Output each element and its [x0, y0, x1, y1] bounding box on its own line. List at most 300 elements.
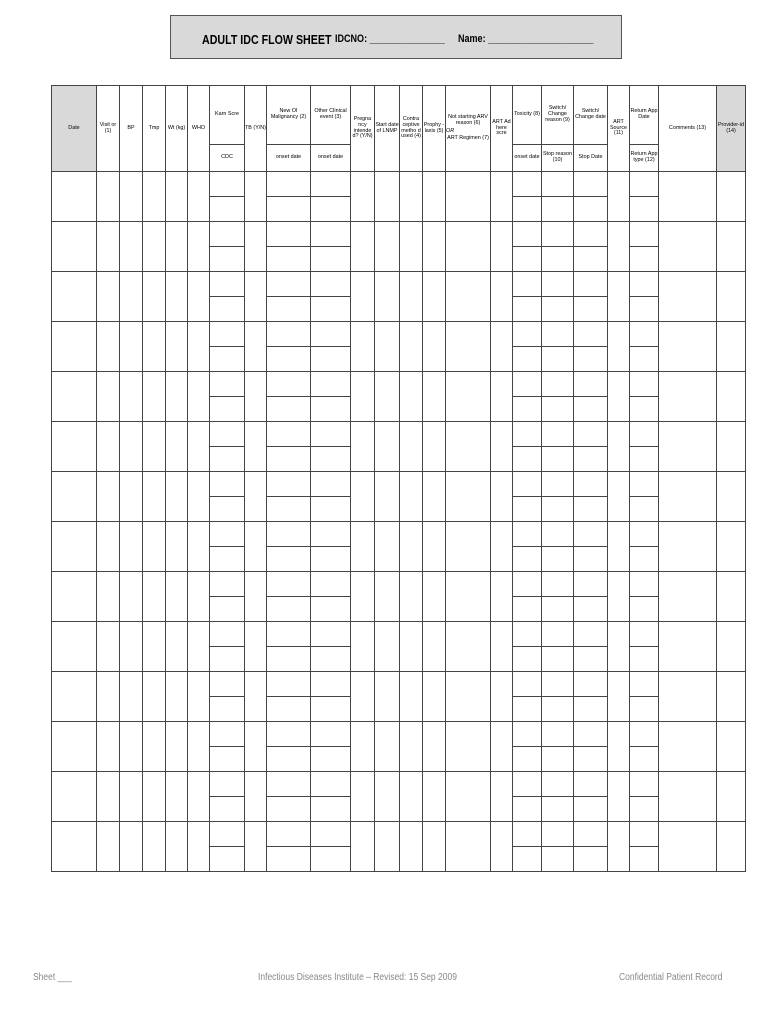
cell-comments[interactable] — [659, 422, 717, 472]
cell-wt[interactable] — [166, 272, 188, 322]
cell-prophylaxis[interactable] — [423, 422, 446, 472]
cell-bp[interactable] — [120, 472, 143, 522]
cell-contraceptive[interactable] — [400, 822, 423, 872]
cell-not-starting-arv[interactable] — [446, 272, 491, 322]
cell-comments[interactable] — [659, 622, 717, 672]
cell-switch-date-sub[interactable] — [574, 447, 608, 472]
cell-comments[interactable] — [659, 372, 717, 422]
cell-start-lnmp[interactable] — [375, 622, 400, 672]
cell-start-lnmp[interactable] — [375, 272, 400, 322]
cell-toxicity-sub[interactable] — [513, 647, 542, 672]
cell-switch-date[interactable] — [574, 822, 608, 847]
cell-visit-or[interactable] — [97, 222, 120, 272]
cell-bp[interactable] — [120, 522, 143, 572]
cell-tmp[interactable] — [143, 472, 166, 522]
cell-return-app[interactable] — [630, 472, 659, 497]
cell-new-oi-sub[interactable] — [267, 247, 311, 272]
cell-not-starting-arv[interactable] — [446, 222, 491, 272]
cell-karn-score[interactable] — [210, 272, 245, 297]
cell-return-app-sub[interactable] — [630, 697, 659, 722]
cell-new-oi-sub[interactable] — [267, 197, 311, 222]
cell-karn-score-sub[interactable] — [210, 347, 245, 372]
cell-toxicity[interactable] — [513, 272, 542, 297]
cell-new-oi-sub[interactable] — [267, 397, 311, 422]
cell-art-source[interactable] — [608, 622, 630, 672]
cell-start-lnmp[interactable] — [375, 772, 400, 822]
cell-prophylaxis[interactable] — [423, 372, 446, 422]
cell-switch-reason[interactable] — [542, 722, 574, 747]
cell-art-adherence[interactable] — [491, 722, 513, 772]
cell-pregnancy[interactable] — [351, 172, 375, 222]
cell-art-source[interactable] — [608, 472, 630, 522]
cell-return-app[interactable] — [630, 822, 659, 847]
cell-wt[interactable] — [166, 822, 188, 872]
cell-art-source[interactable] — [608, 322, 630, 372]
cell-other-clinical[interactable] — [311, 572, 351, 597]
cell-date[interactable] — [52, 472, 97, 522]
cell-art-adherence[interactable] — [491, 172, 513, 222]
cell-comments[interactable] — [659, 472, 717, 522]
cell-wt[interactable] — [166, 672, 188, 722]
cell-switch-reason[interactable] — [542, 422, 574, 447]
cell-return-app-sub[interactable] — [630, 847, 659, 872]
cell-wt[interactable] — [166, 222, 188, 272]
cell-switch-reason-sub[interactable] — [542, 547, 574, 572]
cell-who[interactable] — [188, 222, 210, 272]
cell-switch-date[interactable] — [574, 722, 608, 747]
cell-who[interactable] — [188, 672, 210, 722]
cell-karn-score-sub[interactable] — [210, 297, 245, 322]
cell-comments[interactable] — [659, 772, 717, 822]
cell-new-oi[interactable] — [267, 322, 311, 347]
cell-other-clinical-sub[interactable] — [311, 497, 351, 522]
cell-prophylaxis[interactable] — [423, 572, 446, 622]
cell-switch-date[interactable] — [574, 472, 608, 497]
cell-start-lnmp[interactable] — [375, 472, 400, 522]
cell-switch-reason-sub[interactable] — [542, 197, 574, 222]
cell-tb[interactable] — [245, 372, 267, 422]
cell-date[interactable] — [52, 722, 97, 772]
cell-who[interactable] — [188, 172, 210, 222]
cell-karn-score-sub[interactable] — [210, 697, 245, 722]
cell-visit-or[interactable] — [97, 622, 120, 672]
cell-switch-reason-sub[interactable] — [542, 847, 574, 872]
cell-art-adherence[interactable] — [491, 372, 513, 422]
cell-start-lnmp[interactable] — [375, 372, 400, 422]
cell-new-oi-sub[interactable] — [267, 847, 311, 872]
cell-new-oi[interactable] — [267, 772, 311, 797]
cell-pregnancy[interactable] — [351, 422, 375, 472]
cell-toxicity[interactable] — [513, 372, 542, 397]
cell-toxicity[interactable] — [513, 222, 542, 247]
cell-date[interactable] — [52, 222, 97, 272]
cell-prophylaxis[interactable] — [423, 672, 446, 722]
cell-karn-score-sub[interactable] — [210, 447, 245, 472]
cell-toxicity[interactable] — [513, 722, 542, 747]
cell-new-oi-sub[interactable] — [267, 597, 311, 622]
cell-switch-reason-sub[interactable] — [542, 697, 574, 722]
cell-provider-id[interactable] — [717, 272, 746, 322]
cell-switch-date[interactable] — [574, 322, 608, 347]
cell-new-oi-sub[interactable] — [267, 797, 311, 822]
cell-other-clinical-sub[interactable] — [311, 247, 351, 272]
cell-visit-or[interactable] — [97, 172, 120, 222]
cell-tmp[interactable] — [143, 272, 166, 322]
cell-tb[interactable] — [245, 622, 267, 672]
cell-other-clinical-sub[interactable] — [311, 397, 351, 422]
cell-other-clinical[interactable] — [311, 222, 351, 247]
cell-wt[interactable] — [166, 522, 188, 572]
cell-switch-date[interactable] — [574, 772, 608, 797]
cell-return-app[interactable] — [630, 372, 659, 397]
cell-contraceptive[interactable] — [400, 572, 423, 622]
cell-switch-date[interactable] — [574, 172, 608, 197]
cell-switch-reason[interactable] — [542, 672, 574, 697]
cell-switch-date-sub[interactable] — [574, 647, 608, 672]
cell-other-clinical[interactable] — [311, 672, 351, 697]
cell-tmp[interactable] — [143, 172, 166, 222]
cell-new-oi[interactable] — [267, 572, 311, 597]
cell-contraceptive[interactable] — [400, 722, 423, 772]
cell-start-lnmp[interactable] — [375, 322, 400, 372]
cell-new-oi-sub[interactable] — [267, 297, 311, 322]
cell-other-clinical[interactable] — [311, 822, 351, 847]
cell-pregnancy[interactable] — [351, 472, 375, 522]
cell-toxicity-sub[interactable] — [513, 197, 542, 222]
cell-tmp[interactable] — [143, 672, 166, 722]
cell-art-source[interactable] — [608, 822, 630, 872]
cell-switch-date-sub[interactable] — [574, 247, 608, 272]
cell-art-adherence[interactable] — [491, 322, 513, 372]
cell-karn-score-sub[interactable] — [210, 597, 245, 622]
cell-tb[interactable] — [245, 322, 267, 372]
cell-return-app-sub[interactable] — [630, 347, 659, 372]
cell-return-app-sub[interactable] — [630, 297, 659, 322]
cell-who[interactable] — [188, 622, 210, 672]
cell-other-clinical-sub[interactable] — [311, 447, 351, 472]
cell-return-app-sub[interactable] — [630, 197, 659, 222]
cell-pregnancy[interactable] — [351, 672, 375, 722]
cell-date[interactable] — [52, 172, 97, 222]
cell-return-app-sub[interactable] — [630, 247, 659, 272]
cell-prophylaxis[interactable] — [423, 472, 446, 522]
cell-karn-score[interactable] — [210, 672, 245, 697]
cell-art-adherence[interactable] — [491, 822, 513, 872]
cell-start-lnmp[interactable] — [375, 172, 400, 222]
cell-tb[interactable] — [245, 472, 267, 522]
cell-who[interactable] — [188, 322, 210, 372]
cell-toxicity[interactable] — [513, 672, 542, 697]
cell-return-app-sub[interactable] — [630, 597, 659, 622]
cell-new-oi[interactable] — [267, 622, 311, 647]
cell-provider-id[interactable] — [717, 572, 746, 622]
cell-return-app[interactable] — [630, 672, 659, 697]
cell-toxicity[interactable] — [513, 772, 542, 797]
cell-prophylaxis[interactable] — [423, 172, 446, 222]
cell-switch-reason[interactable] — [542, 522, 574, 547]
cell-return-app[interactable] — [630, 222, 659, 247]
cell-comments[interactable] — [659, 322, 717, 372]
cell-karn-score[interactable] — [210, 622, 245, 647]
cell-tmp[interactable] — [143, 322, 166, 372]
cell-contraceptive[interactable] — [400, 172, 423, 222]
cell-not-starting-arv[interactable] — [446, 672, 491, 722]
cell-bp[interactable] — [120, 822, 143, 872]
cell-prophylaxis[interactable] — [423, 222, 446, 272]
cell-switch-reason[interactable] — [542, 272, 574, 297]
cell-other-clinical[interactable] — [311, 522, 351, 547]
cell-karn-score-sub[interactable] — [210, 847, 245, 872]
cell-visit-or[interactable] — [97, 572, 120, 622]
cell-switch-reason[interactable] — [542, 822, 574, 847]
cell-contraceptive[interactable] — [400, 372, 423, 422]
cell-contraceptive[interactable] — [400, 672, 423, 722]
cell-return-app[interactable] — [630, 772, 659, 797]
cell-wt[interactable] — [166, 572, 188, 622]
cell-toxicity-sub[interactable] — [513, 247, 542, 272]
cell-switch-reason-sub[interactable] — [542, 797, 574, 822]
cell-toxicity-sub[interactable] — [513, 847, 542, 872]
cell-pregnancy[interactable] — [351, 372, 375, 422]
cell-tmp[interactable] — [143, 622, 166, 672]
cell-art-source[interactable] — [608, 722, 630, 772]
cell-prophylaxis[interactable] — [423, 822, 446, 872]
cell-visit-or[interactable] — [97, 672, 120, 722]
cell-toxicity[interactable] — [513, 172, 542, 197]
cell-not-starting-arv[interactable] — [446, 472, 491, 522]
cell-art-adherence[interactable] — [491, 472, 513, 522]
cell-new-oi[interactable] — [267, 172, 311, 197]
cell-switch-date-sub[interactable] — [574, 197, 608, 222]
cell-visit-or[interactable] — [97, 372, 120, 422]
cell-return-app-sub[interactable] — [630, 797, 659, 822]
cell-visit-or[interactable] — [97, 322, 120, 372]
cell-visit-or[interactable] — [97, 272, 120, 322]
cell-switch-date[interactable] — [574, 522, 608, 547]
cell-other-clinical[interactable] — [311, 272, 351, 297]
cell-bp[interactable] — [120, 222, 143, 272]
cell-contraceptive[interactable] — [400, 522, 423, 572]
cell-switch-date-sub[interactable] — [574, 497, 608, 522]
cell-tmp[interactable] — [143, 222, 166, 272]
cell-new-oi-sub[interactable] — [267, 747, 311, 772]
cell-date[interactable] — [52, 572, 97, 622]
cell-switch-date[interactable] — [574, 372, 608, 397]
cell-toxicity[interactable] — [513, 822, 542, 847]
cell-switch-date[interactable] — [574, 672, 608, 697]
cell-switch-reason-sub[interactable] — [542, 497, 574, 522]
cell-other-clinical[interactable] — [311, 372, 351, 397]
cell-other-clinical-sub[interactable] — [311, 597, 351, 622]
cell-wt[interactable] — [166, 622, 188, 672]
cell-who[interactable] — [188, 272, 210, 322]
cell-toxicity-sub[interactable] — [513, 797, 542, 822]
cell-new-oi-sub[interactable] — [267, 647, 311, 672]
cell-provider-id[interactable] — [717, 772, 746, 822]
cell-comments[interactable] — [659, 522, 717, 572]
cell-karn-score-sub[interactable] — [210, 747, 245, 772]
cell-new-oi-sub[interactable] — [267, 447, 311, 472]
cell-tb[interactable] — [245, 522, 267, 572]
cell-who[interactable] — [188, 822, 210, 872]
cell-not-starting-arv[interactable] — [446, 572, 491, 622]
cell-switch-reason[interactable] — [542, 172, 574, 197]
cell-date[interactable] — [52, 372, 97, 422]
cell-art-adherence[interactable] — [491, 272, 513, 322]
cell-return-app[interactable] — [630, 572, 659, 597]
cell-bp[interactable] — [120, 322, 143, 372]
cell-art-source[interactable] — [608, 372, 630, 422]
cell-art-source[interactable] — [608, 772, 630, 822]
cell-tb[interactable] — [245, 822, 267, 872]
cell-tb[interactable] — [245, 722, 267, 772]
cell-new-oi[interactable] — [267, 672, 311, 697]
cell-switch-date[interactable] — [574, 572, 608, 597]
cell-switch-date-sub[interactable] — [574, 597, 608, 622]
cell-comments[interactable] — [659, 222, 717, 272]
cell-not-starting-arv[interactable] — [446, 622, 491, 672]
cell-new-oi[interactable] — [267, 272, 311, 297]
cell-bp[interactable] — [120, 772, 143, 822]
cell-prophylaxis[interactable] — [423, 622, 446, 672]
cell-prophylaxis[interactable] — [423, 722, 446, 772]
cell-start-lnmp[interactable] — [375, 672, 400, 722]
cell-karn-score[interactable] — [210, 172, 245, 197]
cell-switch-reason[interactable] — [542, 572, 574, 597]
cell-visit-or[interactable] — [97, 522, 120, 572]
cell-tmp[interactable] — [143, 722, 166, 772]
cell-art-adherence[interactable] — [491, 222, 513, 272]
cell-karn-score[interactable] — [210, 722, 245, 747]
cell-toxicity[interactable] — [513, 622, 542, 647]
cell-provider-id[interactable] — [717, 622, 746, 672]
cell-wt[interactable] — [166, 422, 188, 472]
cell-start-lnmp[interactable] — [375, 522, 400, 572]
cell-date[interactable] — [52, 622, 97, 672]
cell-switch-reason[interactable] — [542, 472, 574, 497]
cell-wt[interactable] — [166, 372, 188, 422]
cell-comments[interactable] — [659, 172, 717, 222]
cell-switch-date-sub[interactable] — [574, 397, 608, 422]
cell-new-oi-sub[interactable] — [267, 497, 311, 522]
cell-bp[interactable] — [120, 572, 143, 622]
cell-karn-score-sub[interactable] — [210, 397, 245, 422]
cell-prophylaxis[interactable] — [423, 522, 446, 572]
cell-tb[interactable] — [245, 222, 267, 272]
cell-comments[interactable] — [659, 822, 717, 872]
cell-date[interactable] — [52, 272, 97, 322]
cell-bp[interactable] — [120, 722, 143, 772]
cell-tb[interactable] — [245, 272, 267, 322]
cell-pregnancy[interactable] — [351, 622, 375, 672]
cell-comments[interactable] — [659, 672, 717, 722]
cell-wt[interactable] — [166, 722, 188, 772]
cell-wt[interactable] — [166, 172, 188, 222]
cell-tb[interactable] — [245, 422, 267, 472]
cell-switch-reason-sub[interactable] — [542, 597, 574, 622]
cell-date[interactable] — [52, 422, 97, 472]
cell-other-clinical[interactable] — [311, 422, 351, 447]
cell-karn-score[interactable] — [210, 422, 245, 447]
cell-provider-id[interactable] — [717, 522, 746, 572]
cell-new-oi-sub[interactable] — [267, 697, 311, 722]
cell-return-app[interactable] — [630, 322, 659, 347]
cell-provider-id[interactable] — [717, 822, 746, 872]
cell-other-clinical-sub[interactable] — [311, 847, 351, 872]
cell-switch-date-sub[interactable] — [574, 797, 608, 822]
cell-switch-date[interactable] — [574, 222, 608, 247]
cell-date[interactable] — [52, 322, 97, 372]
cell-switch-date[interactable] — [574, 622, 608, 647]
cell-bp[interactable] — [120, 622, 143, 672]
cell-toxicity-sub[interactable] — [513, 547, 542, 572]
cell-other-clinical-sub[interactable] — [311, 697, 351, 722]
cell-start-lnmp[interactable] — [375, 572, 400, 622]
cell-pregnancy[interactable] — [351, 272, 375, 322]
cell-toxicity-sub[interactable] — [513, 297, 542, 322]
cell-switch-reason[interactable] — [542, 372, 574, 397]
cell-pregnancy[interactable] — [351, 572, 375, 622]
cell-new-oi-sub[interactable] — [267, 547, 311, 572]
cell-switch-reason-sub[interactable] — [542, 247, 574, 272]
cell-prophylaxis[interactable] — [423, 272, 446, 322]
cell-return-app-sub[interactable] — [630, 747, 659, 772]
cell-return-app-sub[interactable] — [630, 497, 659, 522]
cell-toxicity-sub[interactable] — [513, 697, 542, 722]
cell-date[interactable] — [52, 672, 97, 722]
cell-return-app[interactable] — [630, 622, 659, 647]
cell-return-app-sub[interactable] — [630, 547, 659, 572]
cell-contraceptive[interactable] — [400, 772, 423, 822]
cell-provider-id[interactable] — [717, 722, 746, 772]
cell-karn-score[interactable] — [210, 772, 245, 797]
cell-new-oi[interactable] — [267, 422, 311, 447]
cell-provider-id[interactable] — [717, 322, 746, 372]
cell-new-oi-sub[interactable] — [267, 347, 311, 372]
cell-switch-reason[interactable] — [542, 322, 574, 347]
cell-visit-or[interactable] — [97, 422, 120, 472]
cell-new-oi[interactable] — [267, 222, 311, 247]
cell-wt[interactable] — [166, 322, 188, 372]
cell-karn-score-sub[interactable] — [210, 247, 245, 272]
cell-contraceptive[interactable] — [400, 622, 423, 672]
cell-pregnancy[interactable] — [351, 522, 375, 572]
cell-contraceptive[interactable] — [400, 222, 423, 272]
cell-art-adherence[interactable] — [491, 772, 513, 822]
cell-who[interactable] — [188, 372, 210, 422]
cell-other-clinical-sub[interactable] — [311, 547, 351, 572]
cell-switch-date[interactable] — [574, 272, 608, 297]
cell-toxicity[interactable] — [513, 422, 542, 447]
cell-new-oi[interactable] — [267, 822, 311, 847]
cell-other-clinical-sub[interactable] — [311, 747, 351, 772]
cell-switch-date-sub[interactable] — [574, 847, 608, 872]
cell-switch-reason-sub[interactable] — [542, 447, 574, 472]
cell-start-lnmp[interactable] — [375, 822, 400, 872]
cell-switch-reason-sub[interactable] — [542, 297, 574, 322]
cell-start-lnmp[interactable] — [375, 722, 400, 772]
cell-tb[interactable] — [245, 772, 267, 822]
cell-switch-reason-sub[interactable] — [542, 747, 574, 772]
cell-pregnancy[interactable] — [351, 322, 375, 372]
cell-karn-score[interactable] — [210, 222, 245, 247]
cell-who[interactable] — [188, 772, 210, 822]
cell-prophylaxis[interactable] — [423, 772, 446, 822]
cell-toxicity-sub[interactable] — [513, 347, 542, 372]
cell-new-oi[interactable] — [267, 472, 311, 497]
cell-start-lnmp[interactable] — [375, 422, 400, 472]
cell-pregnancy[interactable] — [351, 822, 375, 872]
